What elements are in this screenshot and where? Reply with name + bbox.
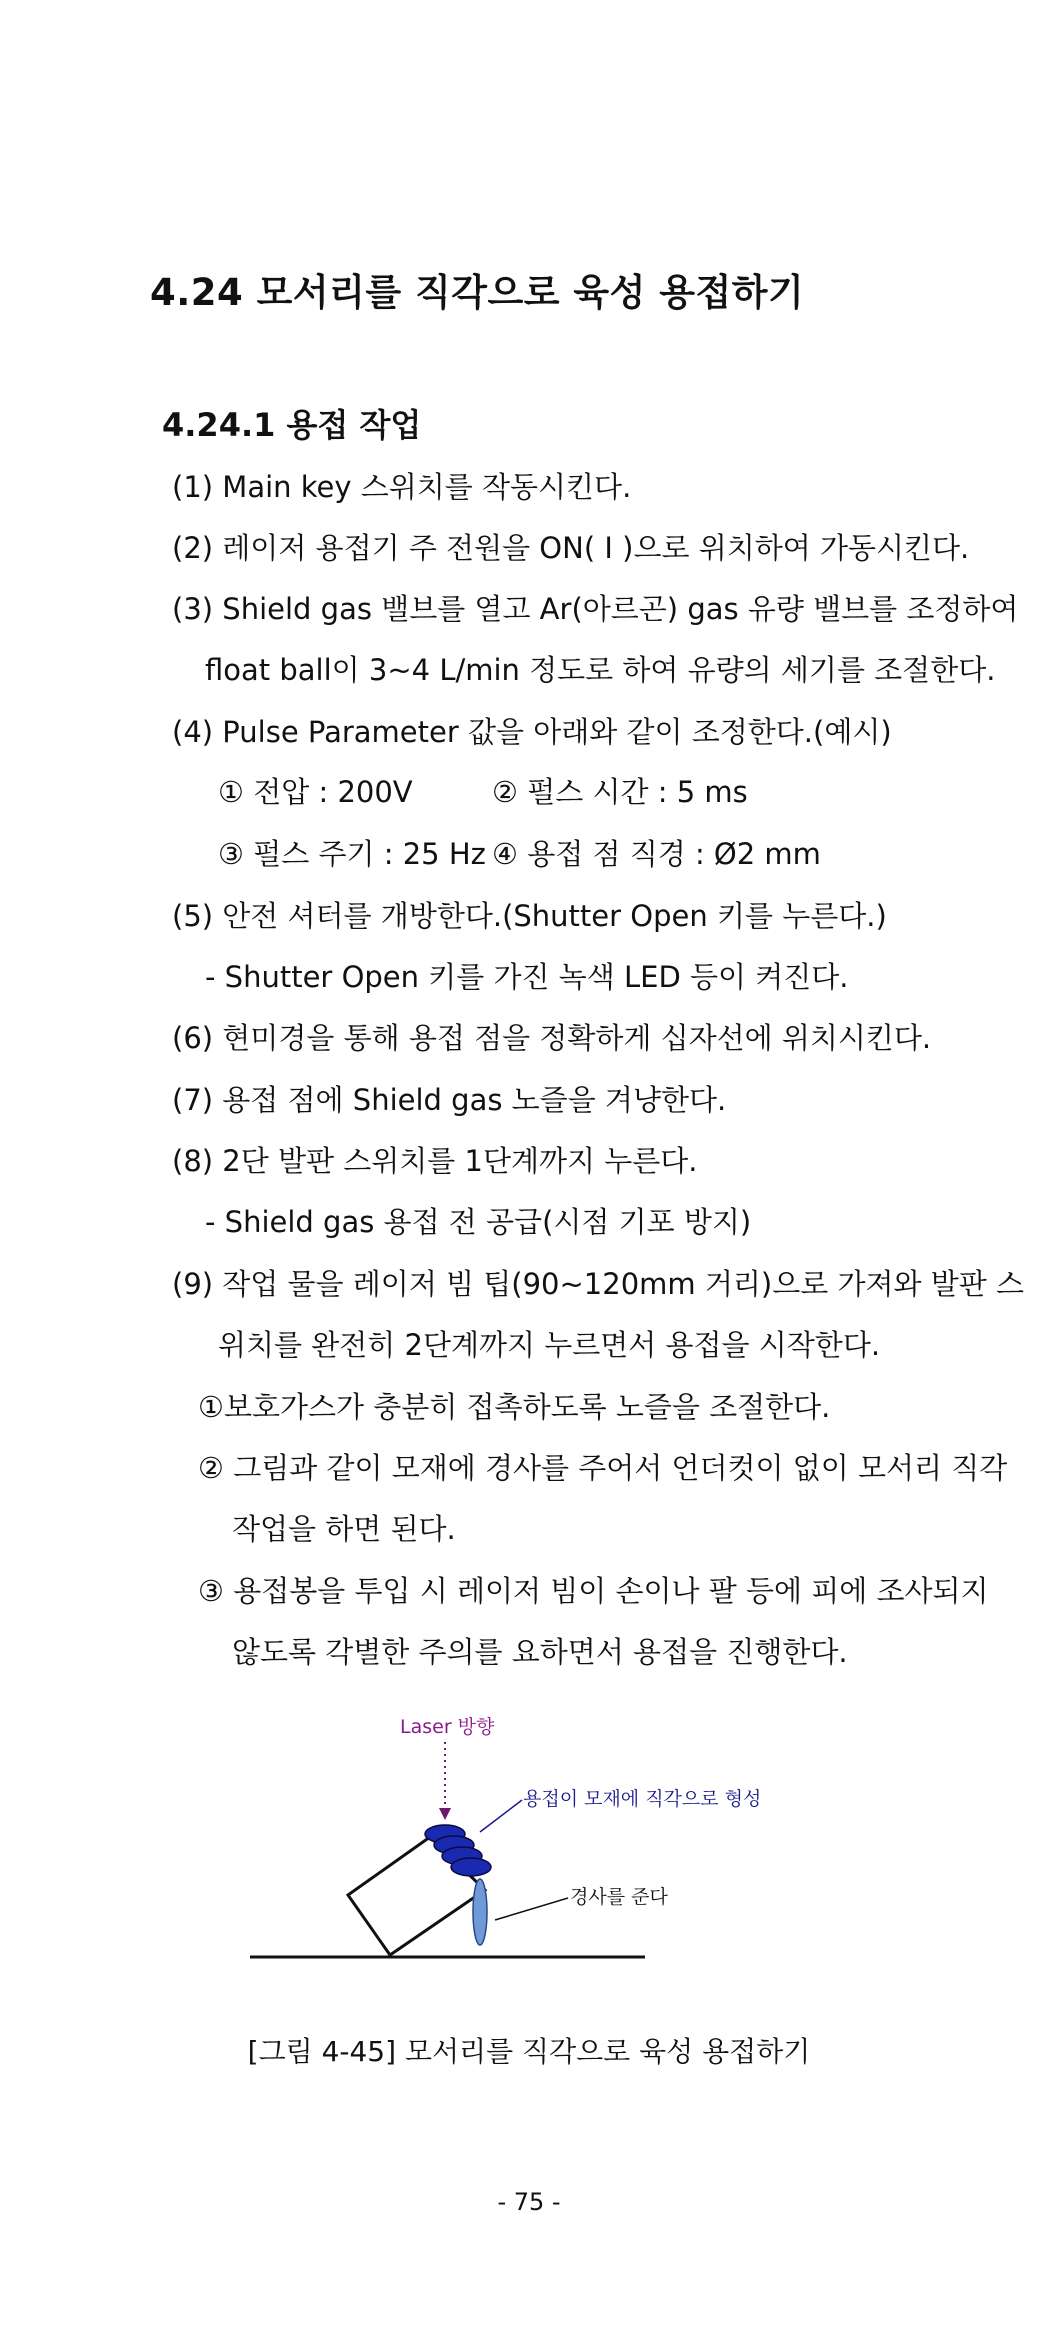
vertical-weld <box>473 1879 487 1945</box>
param-spot-diameter: ④ 용접 점 직경 : Ø2 mm <box>492 837 821 871</box>
note-1: ①보호가스가 충분히 접촉하도록 노즐을 조절한다. <box>198 1390 831 1424</box>
weld-formed-label: 용접이 모재에 직각으로 형성 <box>523 1788 762 1810</box>
tilt-pointer <box>495 1898 568 1920</box>
step-4: (4) Pulse Parameter 값을 아래와 같이 조정한다.(예시) <box>172 715 892 749</box>
weld-diagram <box>240 1700 800 1980</box>
page-number: - 75 - <box>497 2188 561 2216</box>
step-2: (2) 레이저 용접기 주 전원을 ON( I )으로 위치하여 가동시킨다. <box>172 531 970 565</box>
step-9-cont: 위치를 완전히 2단계까지 누르면서 용접을 시작한다. <box>218 1328 881 1362</box>
note-2-cont: 작업을 하면 된다. <box>232 1512 456 1546</box>
note-3: ③ 용접봉을 투입 시 레이저 빔이 손이나 팔 등에 피에 조사되지 <box>198 1574 989 1608</box>
step-3-cont: float ball이 3~4 L/min 정도로 하여 유량의 세기를 조절한다. <box>205 653 996 687</box>
step-8-note: - Shield gas 용접 전 공급(시점 기포 방지) <box>205 1205 752 1239</box>
weld-bead-4 <box>451 1858 491 1876</box>
step-1: (1) Main key 스위치를 작동시킨다. <box>172 470 632 504</box>
step-8: (8) 2단 발판 스위치를 1단계까지 누른다. <box>172 1144 698 1178</box>
section-heading: 4.24 모서리를 직각으로 육성 용접하기 <box>150 271 805 314</box>
step-3: (3) Shield gas 밸브를 열고 Ar(아르곤) gas 유량 밸브를 조정하여 <box>172 592 1019 626</box>
step-7: (7) 용접 점에 Shield gas 노즐을 겨냥한다. <box>172 1083 727 1117</box>
step-5-note: - Shutter Open 키를 가진 녹색 LED 등이 켜진다. <box>205 960 849 994</box>
figure-caption: [그림 4-45] 모서리를 직각으로 육성 용접하기 <box>247 2035 811 2068</box>
laser-direction-label: Laser 방향 <box>400 1716 495 1738</box>
weld-figure <box>240 1700 800 1980</box>
note-2: ② 그림과 같이 모재에 경사를 주어서 언더컷이 없이 모서리 직각 <box>198 1451 1008 1485</box>
step-5: (5) 안전 셔터를 개방한다.(Shutter Open 키를 누른다.) <box>172 899 887 933</box>
param-voltage: ① 전압 : 200V <box>218 775 413 809</box>
step-9: (9) 작업 물을 레이저 빔 팁(90~120mm 거리)으로 가져와 발판 스 <box>172 1267 1024 1301</box>
param-pulse-period: ③ 펄스 주기 : 25 Hz <box>218 837 486 871</box>
note-3-cont: 않도록 각별한 주의를 요하면서 용접을 진행한다. <box>232 1635 848 1669</box>
tilt-label: 경사를 준다 <box>570 1886 668 1908</box>
laser-arrow-head <box>439 1808 451 1820</box>
step-6: (6) 현미경을 통해 용접 점을 정확하게 십자선에 위치시킨다. <box>172 1021 932 1055</box>
weld-pointer <box>480 1800 522 1832</box>
param-pulse-time: ② 펄스 시간 : 5 ms <box>492 775 748 809</box>
subsection-heading: 4.24.1 용접 작업 <box>162 406 422 444</box>
